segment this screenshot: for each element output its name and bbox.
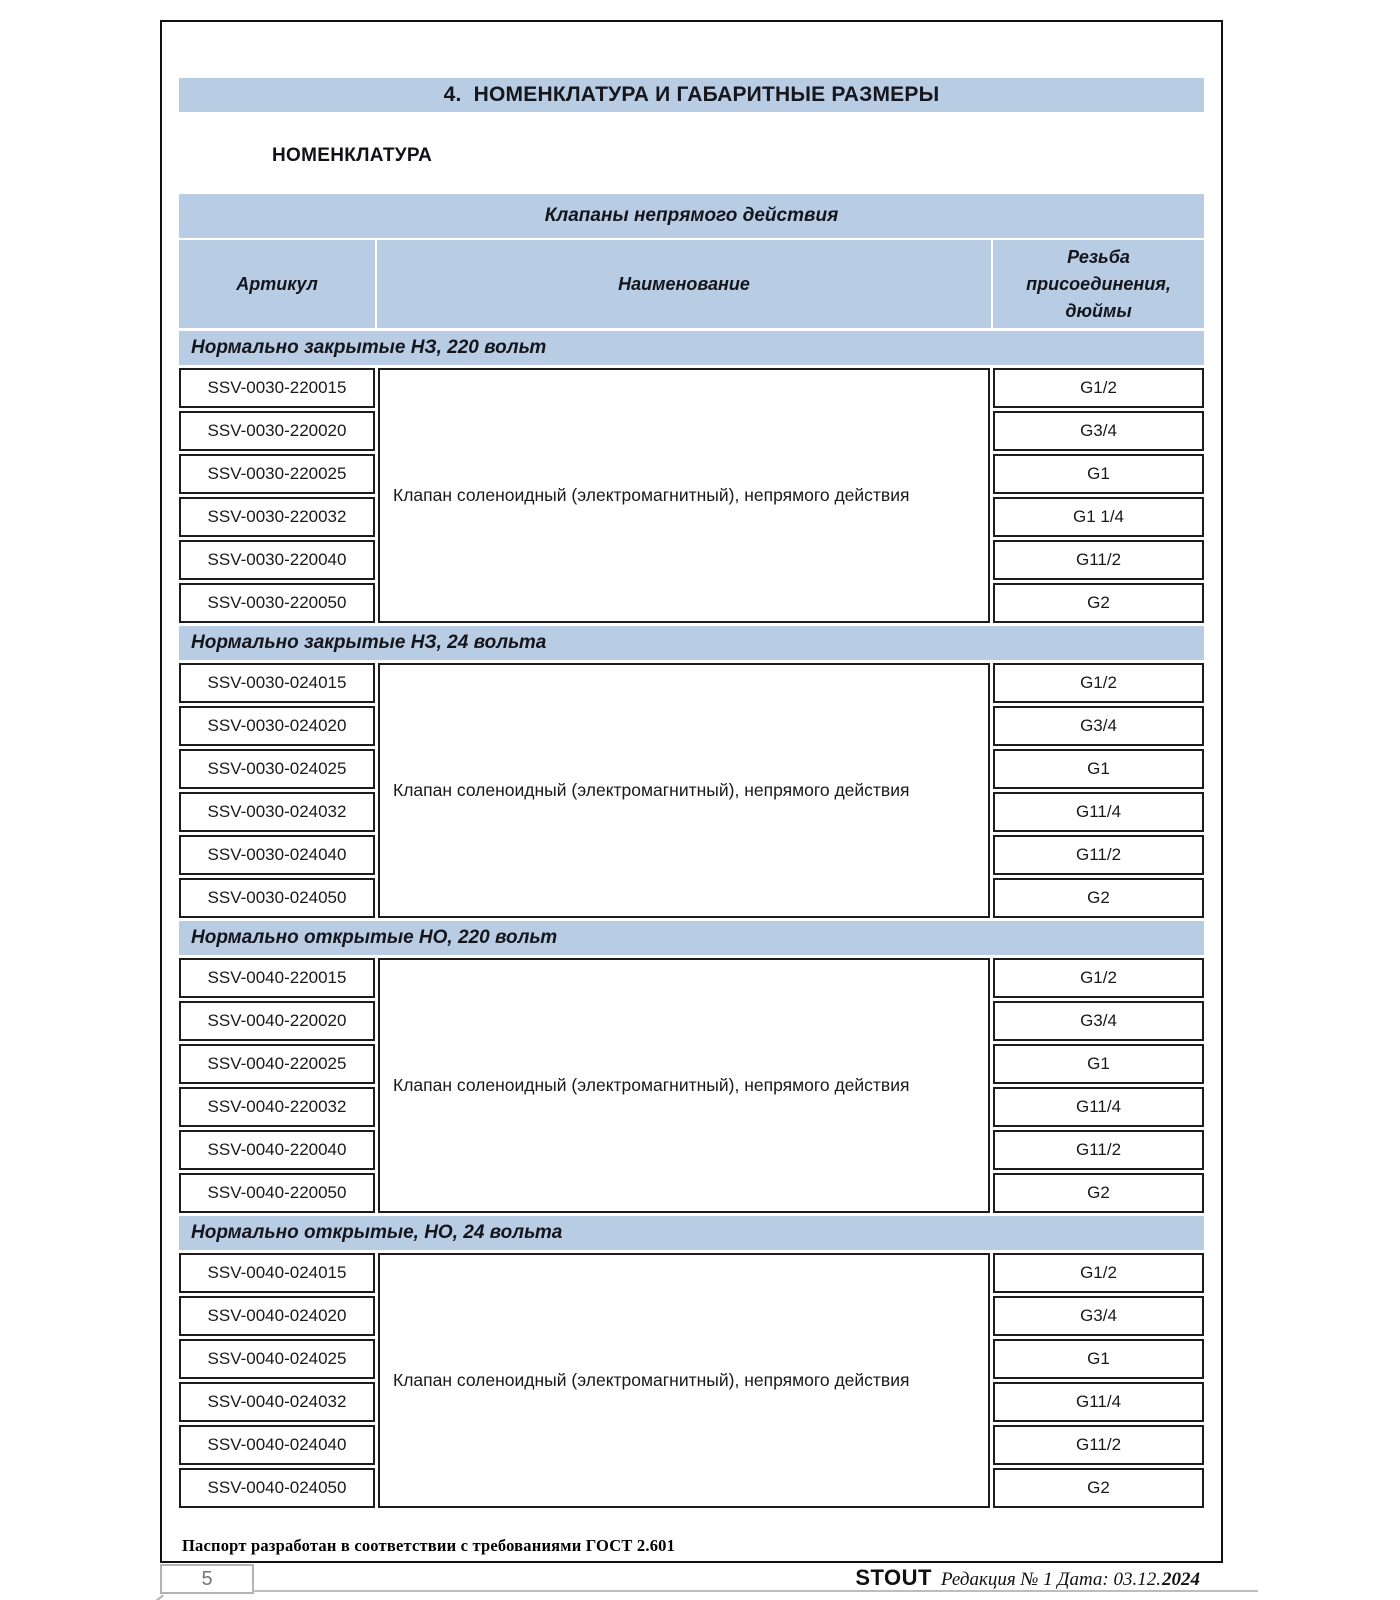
thread-size-cell: G2 [993, 1468, 1204, 1508]
article-cell: SSV-0030-024015 [179, 663, 375, 703]
thread-size-cell: G2 [993, 878, 1204, 918]
article-cell: SSV-0040-220050 [179, 1173, 375, 1213]
thread-size-cell: G1/2 [993, 1253, 1204, 1293]
thread-size-cell: G2 [993, 583, 1204, 623]
thread-size-cell: G11/2 [993, 1425, 1204, 1465]
thread-size-cell: G3/4 [993, 1296, 1204, 1336]
article-column [179, 1253, 375, 1508]
section-title: 4. НОМЕНКЛАТУРА И ГАБАРИТНЫЕ РАЗМЕРЫ [443, 83, 940, 106]
article-cell: SSV-0040-220025 [179, 1044, 375, 1084]
thread-column [993, 1253, 1204, 1508]
table-title: Клапаны непрямого действия [179, 194, 1204, 238]
article-cell: SSV-0040-220040 [179, 1130, 375, 1170]
thread-size-cell: G1 [993, 749, 1204, 789]
article-column [179, 368, 375, 623]
article-cell: SSV-0040-024040 [179, 1425, 375, 1465]
section-body [179, 663, 1204, 918]
thread-size-cell: G1 [993, 454, 1204, 494]
article-cell: SSV-0040-024032 [179, 1382, 375, 1422]
section-title-bar [179, 78, 1204, 112]
article-cell: SSV-0030-024020 [179, 706, 375, 746]
article-column [179, 958, 375, 1213]
column-header-article: Артикул [179, 240, 375, 328]
table-section-nc-24v [179, 626, 1204, 918]
article-cell: SSV-0030-220040 [179, 540, 375, 580]
thread-size-cell: G2 [993, 1173, 1204, 1213]
thread-size-cell: G1/2 [993, 663, 1204, 703]
article-cell: SSV-0030-220025 [179, 454, 375, 494]
section-body [179, 368, 1204, 623]
revision-year: 2024 [1162, 1569, 1200, 1590]
thread-size-cell: G3/4 [993, 1001, 1204, 1041]
product-name-cell: Клапан соленоидный (электромагнитный), непрямого действия [378, 1253, 990, 1508]
thread-column [993, 958, 1204, 1213]
article-cell: SSV-0040-024015 [179, 1253, 375, 1293]
section-header: Нормально закрытые НЗ, 24 вольта [179, 626, 1204, 660]
section-body [179, 1253, 1204, 1508]
section-header: Нормально закрытые НЗ, 220 вольт [179, 331, 1204, 365]
thread-size-cell: G1 1/4 [993, 497, 1204, 537]
thread-column [993, 368, 1204, 623]
thread-size-cell: G11/2 [993, 540, 1204, 580]
thread-column [993, 663, 1204, 918]
thread-size-cell: G3/4 [993, 411, 1204, 451]
product-name-cell: Клапан соленоидный (электромагнитный), непрямого действия [378, 368, 990, 623]
footer-revision [855, 1565, 1200, 1591]
article-cell: SSV-0040-024020 [179, 1296, 375, 1336]
section-header: Нормально открытые НО, 220 вольт [179, 921, 1204, 955]
article-cell: SSV-0030-024025 [179, 749, 375, 789]
product-name-cell: Клапан соленоидный (электромагнитный), непрямого действия [378, 663, 990, 918]
product-name-cell: Клапан соленоидный (электромагнитный), непрямого действия [378, 958, 990, 1213]
thread-size-cell: G11/4 [993, 1087, 1204, 1127]
article-cell: SSV-0040-220032 [179, 1087, 375, 1127]
article-cell: SSV-0040-024050 [179, 1468, 375, 1508]
nomenclature-table [179, 194, 1204, 1508]
thread-size-cell: G3/4 [993, 706, 1204, 746]
page-number-tab [160, 1564, 254, 1594]
subsection-title: НОМЕНКЛАТУРА [272, 145, 433, 166]
article-column [179, 663, 375, 918]
thread-size-cell: G1 [993, 1339, 1204, 1379]
revision-text: Редакция № 1 Дата: 03.12. [941, 1569, 1161, 1590]
section-body [179, 958, 1204, 1213]
article-cell: SSV-0030-024040 [179, 835, 375, 875]
article-cell: SSV-0030-220050 [179, 583, 375, 623]
column-header-thread: Резьба присоединения, дюймы [993, 240, 1204, 328]
thread-size-cell: G11/4 [993, 1382, 1204, 1422]
thread-size-cell: G1 [993, 1044, 1204, 1084]
thread-size-cell: G11/4 [993, 792, 1204, 832]
page-number: 5 [201, 1567, 213, 1590]
table-section-no-220v [179, 921, 1204, 1213]
section-header: Нормально открытые, НО, 24 вольта [179, 1216, 1204, 1250]
thread-size-cell: G1/2 [993, 958, 1204, 998]
table-column-headers [179, 240, 1204, 328]
thread-size-cell: G11/2 [993, 1130, 1204, 1170]
article-cell: SSV-0030-024050 [179, 878, 375, 918]
footer-rule [253, 1590, 1258, 1592]
article-cell: SSV-0040-024025 [179, 1339, 375, 1379]
thread-size-cell: G11/2 [993, 835, 1204, 875]
table-section-nc-220v [179, 331, 1204, 623]
thread-size-cell: G1/2 [993, 368, 1204, 408]
article-cell: SSV-0030-220032 [179, 497, 375, 537]
table-section-no-24v [179, 1216, 1204, 1508]
article-cell: SSV-0040-220015 [179, 958, 375, 998]
brand-logo-text: STOUT [855, 1565, 932, 1590]
article-cell: SSV-0040-220020 [179, 1001, 375, 1041]
page-frame [160, 20, 1223, 1563]
footer-note: Паспорт разработан в соответствии с требованиями ГОСТ 2.601 [182, 1536, 676, 1555]
article-cell: SSV-0030-024032 [179, 792, 375, 832]
article-cell: SSV-0030-220015 [179, 368, 375, 408]
article-cell: SSV-0030-220020 [179, 411, 375, 451]
column-header-name: Наименование [377, 240, 991, 328]
